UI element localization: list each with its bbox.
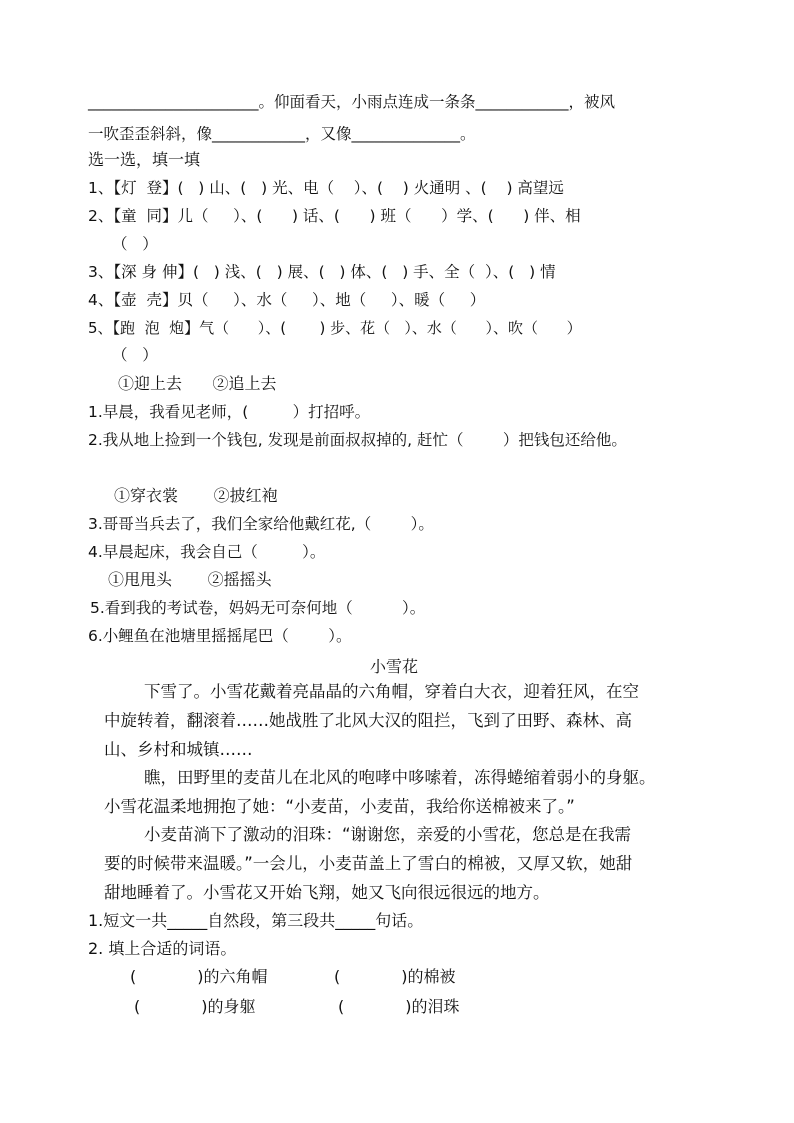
reading-paragraph-2-line-2: 小雪花温柔地拥抱了她：“小麦苗，小麦苗，我给你送棉被来了。”: [104, 797, 575, 816]
word-blank-body: ( )的身躯: [134, 997, 256, 1016]
choice-question-6: 6.小鲤鱼在池塘里摇摇尾巴（ ）。: [88, 627, 352, 645]
select-item-1: 1、【灯 登】( ) 山、( ) 光、电（ ）、( ) 火通明 、( ) 高望远: [88, 179, 564, 197]
select-item-2: 2、【童 同】儿（ ）、( ) 话、( ) 班（ ）学、( ) 伴、相: [88, 207, 581, 225]
select-item-5-continued: （ ）: [112, 346, 158, 364]
choice-question-5: 5.看到我的考试卷，妈妈无可奈何地（ ）。: [90, 599, 426, 617]
choice-options-1: ①迎上去 ②追上去: [118, 374, 277, 393]
select-item-4: 4、【壶 壳】贝（ ）、水（ ）、地（ ）、暖（ ）: [88, 291, 486, 309]
word-blank-hexagon-hat: ( )的六角帽: [130, 967, 268, 986]
choice-question-2: 2.我从地上捡到一个钱包, 发现是前面叔叔掉的, 赶忙（ ）把钱包还给他。: [88, 431, 627, 449]
select-item-2-continued: （ ）: [112, 235, 158, 253]
reading-title: 小雪花: [370, 657, 419, 676]
reading-paragraph-1-line-1: 下雪了。小雪花戴着亮晶晶的六角帽，穿着白大衣，迎着狂风，在空: [144, 682, 639, 701]
reading-question-2: 2. 填上合适的词语。: [88, 939, 237, 958]
reading-question-1: 1.短文一共_____自然段，第三段共_____句话。: [88, 911, 424, 930]
reading-paragraph-3-line-3: 甜地睡着了。小雪花又开始飞翔，她又飞向很远很远的地方。: [104, 883, 550, 902]
word-blank-quilt: ( )的棉被: [334, 967, 456, 986]
reading-paragraph-3-line-1: 小麦苗淌下了激动的泪珠：“谢谢您，亲爱的小雪花，您总是在我需: [144, 825, 632, 844]
reading-paragraph-3-line-2: 要的时候带来温暖。”一会儿，小麦苗盖上了雪白的棉被，又厚又软，她甜: [104, 854, 633, 873]
word-blank-tears: ( )的泪珠: [338, 997, 460, 1016]
choice-question-1: 1.早晨，我看见老师，( ）打招呼。: [88, 403, 371, 421]
fill-passage-line-2: 一吹歪歪斜斜，像____________，又像______________。: [88, 125, 476, 143]
choice-options-2: ①穿衣裳 ②披红袍: [114, 486, 278, 505]
choice-question-3: 3.哥哥当兵去了，我们全家给他戴红花,（ ）。: [88, 515, 434, 533]
choice-question-4: 4.早晨起床，我会自己（ ）。: [88, 543, 326, 561]
choice-options-3: ①甩甩头 ②摇摇头: [108, 570, 272, 589]
reading-paragraph-2-line-1: 瞧，田野里的麦苗儿在北风的咆哮中哆嗦着，冻得蜷缩着弱小的身躯。: [144, 768, 656, 787]
select-item-3: 3、【深 身 伸】( ) 浅、( ) 展、( ) 体、( ) 手、全（ ）、( ) 情: [88, 263, 556, 281]
section-heading-select-fill: 选一选，填一填: [88, 150, 201, 169]
reading-paragraph-1-line-3: 山、乡村和城镇……: [104, 740, 253, 759]
select-item-5: 5、【跑 泡 炮】气（ ）、( ) 步、花（ ）、水（ ）、吹（ ）: [88, 319, 582, 337]
fill-passage-line-1: ______________________。仰面看天，小雨点连成一条条____________，被风: [88, 93, 616, 111]
reading-paragraph-1-line-2: 中旋转着，翻滚着……她战胜了北风大汉的阻拦，飞到了田野、森林、高: [104, 711, 632, 730]
